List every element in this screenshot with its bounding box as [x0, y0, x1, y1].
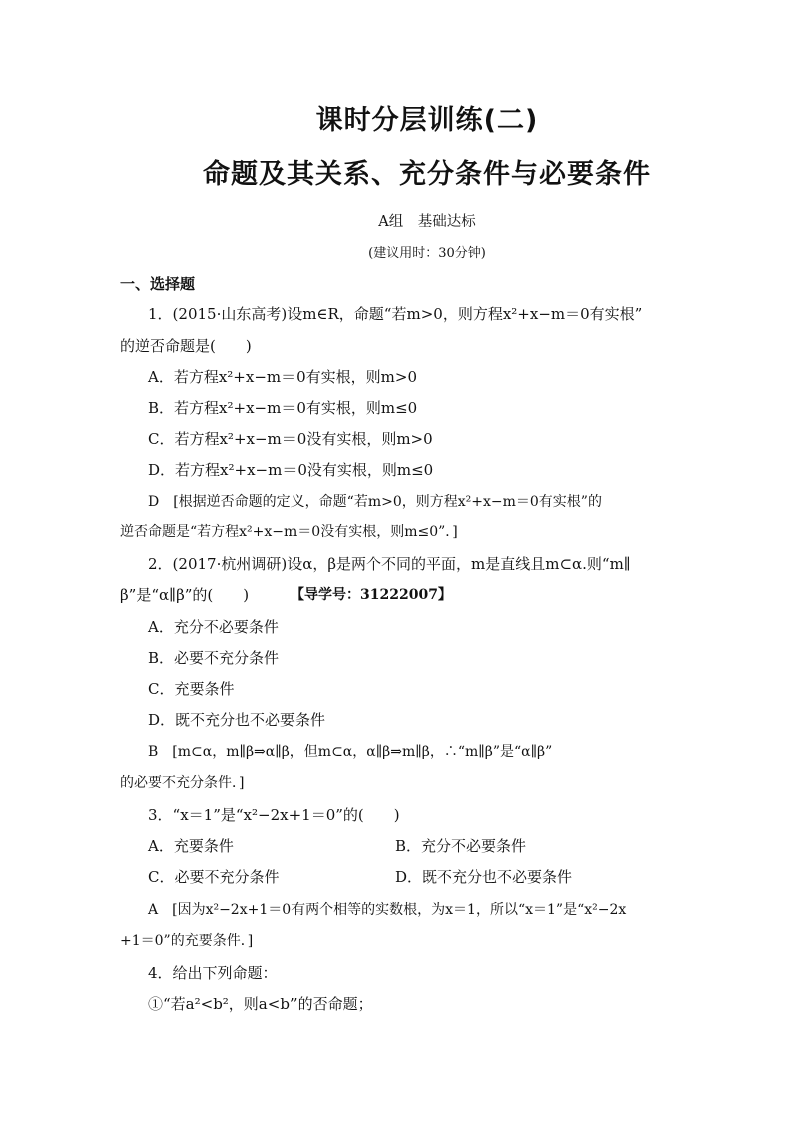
q2-answer-line1: B [m⊂α，m∥β⇒α∥β，但m⊂α，α∥β⇒m∥β，∴“m∥β”是“α∥β” [148, 744, 553, 760]
q2-option-b: B．必要不充分条件 [148, 649, 280, 667]
q1-answer-line1: D [根据逆否命题的定义，命题“若m>0，则方程x²+x−m＝0有实根”的 [148, 494, 602, 510]
section-label: 一、选择题 [120, 275, 196, 293]
q1-answer-line2: 逆否命题是“若方程x²+x−m＝0没有实根，则m≤0”．] [120, 524, 458, 540]
q1-option-d: D．若方程x²+x−m＝0没有实根，则m≤0 [148, 461, 434, 479]
q2-stem-line2: β”是“α∥β”的( ) [120, 586, 250, 604]
group-label: A组 基础达标 [378, 214, 476, 230]
q1-stem-line2: 的逆否命题是( ) [120, 337, 252, 355]
q2-option-d: D．既不充分也不必要条件 [148, 711, 326, 729]
q3-option-a: A．充要条件 [148, 837, 234, 855]
q3-option-c: C．必要不充分条件 [148, 868, 280, 886]
q4-stem: 4．给出下列命题： [148, 964, 278, 982]
q3-stem: 3．“x＝1”是“x²−2x+1＝0”的( ) [148, 806, 400, 824]
page-title: 课时分层训练(二) [315, 105, 539, 136]
q3-option-d: D．既不充分也不必要条件 [395, 868, 573, 886]
q1-option-a: A．若方程x²+x−m＝0有实根，则m>0 [148, 368, 418, 386]
q2-option-c: C．充要条件 [148, 680, 235, 698]
guide-number: 【导学号：31222007】 [290, 587, 452, 603]
q3-option-b: B．充分不必要条件 [395, 837, 527, 855]
suggested-time: (建议用时：30分钟) [368, 246, 486, 261]
q1-stem-line1: 1．(2015·山东高考)设m∈R，命题“若m>0，则方程x²+x−m＝0有实根” [148, 305, 643, 323]
page-subtitle: 命题及其关系、充分条件与必要条件 [203, 159, 651, 190]
q3-answer-line2: +1＝0”的充要条件．] [120, 933, 254, 949]
q1-option-b: B．若方程x²+x−m＝0有实根，则m≤0 [148, 399, 418, 417]
q3-answer-line1: A [因为x²−2x+1＝0有两个相等的实数根，为x＝1，所以“x＝1”是“x²−2x [148, 902, 627, 918]
q1-option-c: C．若方程x²+x−m＝0没有实根，则m>0 [148, 430, 433, 448]
q2-option-a: A．充分不必要条件 [148, 618, 279, 636]
q2-answer-line2: 的必要不充分条件．] [120, 775, 245, 791]
q2-stem-line1: 2．(2017·杭州调研)设α，β是两个不同的平面，m是直线且m⊂α.则“m∥ [148, 555, 631, 573]
q4-item-1: ①“若a²<b²，则a<b”的否命题； [148, 995, 373, 1013]
